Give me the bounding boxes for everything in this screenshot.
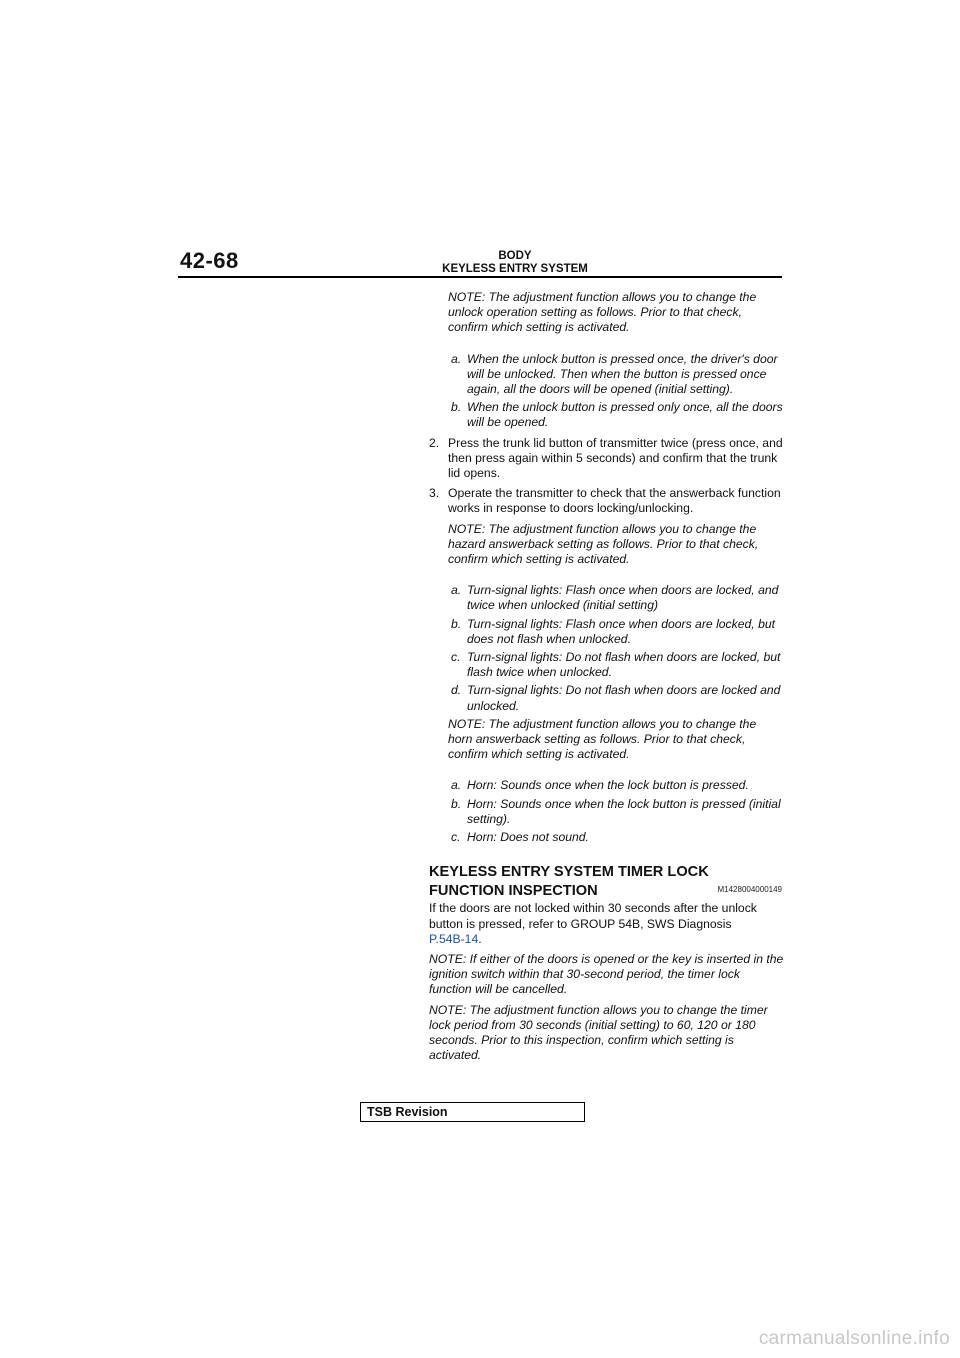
list-text: Turn-signal lights: Do not flash when doors are locked and unlocked.: [467, 683, 781, 713]
page-number: 42-68: [180, 248, 239, 273]
section-title: [425, 250, 605, 276]
list-text: Horn: Sounds once when the lock button is pressed (initial setting).: [467, 796, 781, 826]
list-letter: c.: [451, 830, 461, 845]
list-item: [429, 830, 784, 845]
list-letter: d.: [451, 683, 462, 698]
section-name: BODY: [498, 250, 532, 262]
list-text: Horn: Sounds once when the lock button is pressed.: [467, 778, 749, 793]
step-number: 3.: [429, 486, 440, 501]
tsb-revision-box: TSB Revision: [360, 1102, 585, 1122]
list-text: Turn-signal lights: Flash once when doors are locked, but does not flash when unlocked.: [467, 616, 776, 646]
timer-period-note: NOTE: The adjustment function allows you to change the timer lock period from 30 seconds (initial setting) to 60, 120 or 180 seconds. Prior to this inspection, confirm which setting is activated.: [429, 1002, 768, 1063]
list-text: When the unlock button is pressed once, the driver's door will be unlocked. Then when the button is pressed once again, all the doors will be opened (initial setting).: [467, 351, 778, 397]
list-item: [429, 778, 784, 793]
list-text: Turn-signal lights: Flash once when doors are locked, and twice when unlocked (initial setting): [467, 583, 779, 613]
list-letter: b.: [451, 796, 462, 811]
heading-text: KEYLESS ENTRY SYSTEM TIMER LOCK FUNCTION INSPECTION: [429, 864, 709, 900]
timer-paragraph: [429, 901, 784, 947]
page-content: [429, 290, 784, 1068]
list-item: [429, 400, 784, 430]
section-code: M1428004000149: [717, 885, 782, 895]
list-letter: a.: [451, 583, 462, 598]
timer-cancel-note: NOTE: If either of the doors is opened or the key is inserted in the ignition switch within that 30-second period, the timer lock function will be cancelled.: [429, 951, 784, 997]
list-item: [429, 683, 784, 713]
step-number: 2.: [429, 435, 440, 450]
list-item: [429, 352, 784, 398]
reference-link[interactable]: P.54B-14: [429, 931, 479, 946]
hazard-answerback-note: NOTE: The adjustment function allows you to change the hazard answerback setting as follows. Prior to that check, confirm which setting is activated.: [448, 521, 759, 567]
unlock-operation-note: NOTE: The adjustment function allows you to change the unlock operation setting as follows. Prior to that check, confirm which setting is activated.: [448, 290, 757, 335]
list-item: [429, 617, 784, 647]
list-letter: b.: [451, 400, 462, 415]
list-item: [429, 797, 784, 827]
paragraph-text: If the doors are not locked within 30 seconds after the unlock button is pressed, refer to GROUP 54B, SWS Diagnosis: [429, 901, 757, 931]
list-letter: a.: [451, 778, 462, 793]
step-item: [429, 486, 784, 516]
section-heading: [429, 863, 784, 901]
horn-answerback-note: NOTE: The adjustment function allows you to change the horn answerback setting as follows. Prior to that check, confirm which setting is activated.: [448, 716, 757, 762]
list-text: When the unlock button is pressed only once, all the doors will be opened.: [467, 400, 783, 430]
list-item: [429, 650, 784, 680]
watermark: carmanualsonline.info: [758, 1328, 950, 1349]
list-letter: b.: [451, 616, 462, 631]
step-text: Press the trunk lid button of transmitter twice (press once, and then press again within 5 seconds) and confirm that the trunk lid opens.: [448, 435, 783, 481]
step-item: [429, 436, 784, 482]
list-item: [429, 583, 784, 613]
list-text: Horn: Does not sound.: [467, 830, 589, 845]
list-text: Turn-signal lights: Do not flash when doors are locked, but flash twice when unlocked.: [467, 650, 781, 680]
list-letter: a.: [451, 351, 462, 366]
step-text: Operate the transmitter to check that the answerback function works in response to doors locking/unlocking.: [448, 486, 781, 516]
header-rule: [178, 276, 782, 278]
link-suffix: .: [478, 931, 482, 946]
subsection-name: KEYLESS ENTRY SYSTEM: [442, 263, 588, 275]
list-letter: c.: [451, 650, 461, 665]
